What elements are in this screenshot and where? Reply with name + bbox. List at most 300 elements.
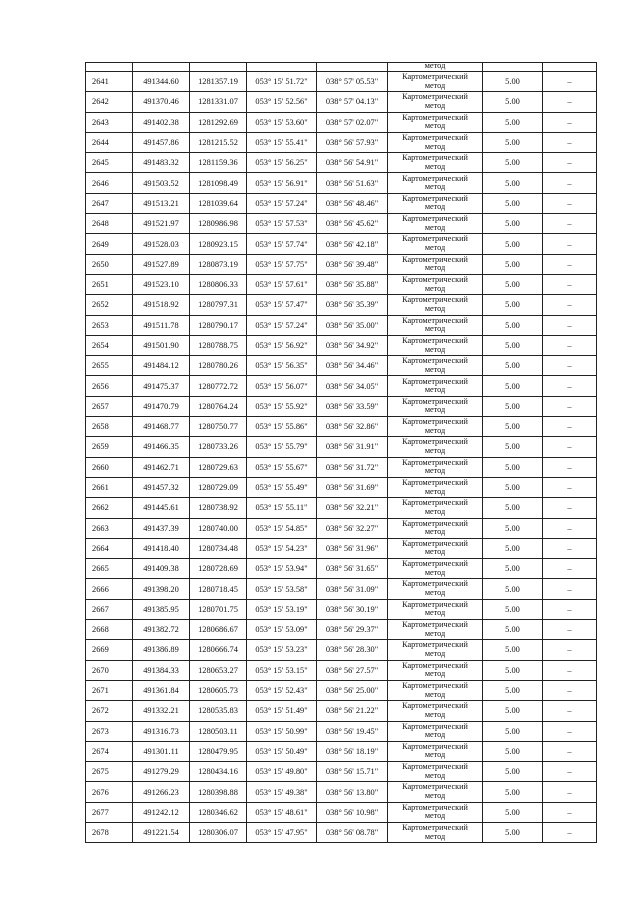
cell-point-number: 2645 (86, 153, 133, 173)
cell-point-number: 2659 (86, 437, 133, 457)
cell-y-coordinate: 1280733.26 (190, 437, 247, 457)
method-line-1: Картометрический (402, 132, 468, 142)
cell-point-number: 2664 (86, 538, 133, 558)
table-row (86, 315, 597, 335)
cell-empty (190, 63, 247, 72)
cell-note: – (543, 254, 597, 274)
method-line-2: метод (424, 486, 446, 496)
cell-longitude: 038° 56' 08.78" (317, 822, 388, 842)
cell-point-number: 2665 (86, 559, 133, 579)
cell-accuracy: 5.00 (483, 274, 543, 294)
cell-longitude: 038° 56' 31.91" (317, 437, 388, 457)
cell-note: – (543, 132, 597, 152)
cell-method (388, 822, 483, 842)
method-line-1: Картометрический (402, 153, 468, 163)
method-line-1: Картометрический (402, 396, 468, 406)
cell-method (388, 701, 483, 721)
method-line-2: метод (424, 425, 446, 435)
cell-accuracy: 5.00 (483, 457, 543, 477)
cell-note: – (543, 538, 597, 558)
cell-x-coordinate: 491266.23 (133, 782, 190, 802)
cell-latitude: 053° 15' 56.91" (247, 173, 317, 193)
cell-accuracy: 5.00 (483, 701, 543, 721)
cell-empty (247, 63, 317, 72)
table-row (86, 579, 597, 599)
table-row (86, 132, 597, 152)
cell-method (388, 254, 483, 274)
table-row (86, 173, 597, 193)
cell-latitude: 053° 15' 53.19" (247, 599, 317, 619)
method-line-2: метод (424, 100, 446, 110)
method-line-1: Картометрический (402, 579, 468, 589)
cell-accuracy: 5.00 (483, 498, 543, 518)
cell-longitude: 038° 56' 48.46" (317, 193, 388, 213)
method-line-2: метод (424, 141, 446, 151)
cell-method (388, 457, 483, 477)
cell-y-coordinate: 1280788.75 (190, 335, 247, 355)
table-row (86, 335, 597, 355)
cell-y-coordinate: 1280740.00 (190, 518, 247, 538)
cell-y-coordinate: 1280772.72 (190, 376, 247, 396)
cell-latitude: 053° 15' 53.15" (247, 660, 317, 680)
table-row (86, 822, 597, 842)
cell-x-coordinate: 491470.79 (133, 396, 190, 416)
cell-latitude: 053° 15' 55.41" (247, 132, 317, 152)
cell-x-coordinate: 491527.89 (133, 254, 190, 274)
cell-latitude: 053° 15' 57.74" (247, 234, 317, 254)
method-line-1: Картометрический (402, 295, 468, 305)
cell-note: – (543, 680, 597, 700)
cell-accuracy: 5.00 (483, 599, 543, 619)
method-line-2: метод (424, 588, 446, 598)
cell-point-number: 2672 (86, 701, 133, 721)
method-line-2: метод (424, 709, 446, 719)
cell-latitude: 053° 15' 53.58" (247, 579, 317, 599)
cell-point-number: 2667 (86, 599, 133, 619)
method-line-1: Картометрический (402, 660, 468, 670)
cell-method (388, 92, 483, 112)
cell-y-coordinate: 1280346.62 (190, 802, 247, 822)
cell-method (388, 721, 483, 741)
cell-latitude: 053° 15' 55.11" (247, 498, 317, 518)
cell-note: – (543, 822, 597, 842)
cell-method (388, 396, 483, 416)
cell-longitude: 038° 56' 33.59" (317, 396, 388, 416)
cell-method-tail (388, 63, 483, 72)
cell-latitude: 053° 15' 56.35" (247, 356, 317, 376)
cell-accuracy: 5.00 (483, 721, 543, 741)
cell-longitude: 038° 56' 13.80" (317, 782, 388, 802)
cell-x-coordinate: 491513.21 (133, 193, 190, 213)
table-row (86, 92, 597, 112)
cell-longitude: 038° 56' 34.46" (317, 356, 388, 376)
cell-note: – (543, 356, 597, 376)
cell-latitude: 053° 15' 56.92" (247, 335, 317, 355)
table-row (86, 477, 597, 497)
cell-y-coordinate: 1280806.33 (190, 274, 247, 294)
method-line-2: метод (424, 324, 446, 334)
table-row (86, 741, 597, 761)
table-row (86, 802, 597, 822)
cell-y-coordinate: 1281215.52 (190, 132, 247, 152)
coordinates-sheet (85, 62, 597, 843)
cell-point-number: 2651 (86, 274, 133, 294)
cell-y-coordinate: 1280729.09 (190, 477, 247, 497)
table-row (86, 234, 597, 254)
cell-y-coordinate: 1280718.45 (190, 579, 247, 599)
cell-x-coordinate: 491384.33 (133, 660, 190, 680)
cell-longitude: 038° 57' 04.13" (317, 92, 388, 112)
cell-accuracy: 5.00 (483, 72, 543, 92)
table-row (86, 254, 597, 274)
cell-note: – (543, 396, 597, 416)
cell-x-coordinate: 491386.89 (133, 640, 190, 660)
table-row (86, 701, 597, 721)
cell-latitude: 053° 15' 48.61" (247, 802, 317, 822)
method-line-2: метод (424, 263, 446, 273)
table-row (86, 680, 597, 700)
cell-point-number: 2641 (86, 72, 133, 92)
cell-empty (86, 63, 133, 72)
cell-point-number: 2670 (86, 660, 133, 680)
cell-accuracy: 5.00 (483, 254, 543, 274)
method-line-1: Картометрический (402, 193, 468, 203)
table-row (86, 214, 597, 234)
cell-y-coordinate: 1280503.11 (190, 721, 247, 741)
cell-latitude: 053° 15' 50.49" (247, 741, 317, 761)
method-line-1: Картометрический (402, 802, 468, 812)
cell-latitude: 053° 15' 53.23" (247, 640, 317, 660)
method-line-2: метод (424, 121, 446, 131)
method-line-2: метод (424, 364, 446, 374)
cell-x-coordinate: 491409.38 (133, 559, 190, 579)
cell-y-coordinate: 1280535.83 (190, 701, 247, 721)
cell-latitude: 053° 15' 57.61" (247, 274, 317, 294)
table-row (86, 417, 597, 437)
method-line-1: Картометрический (402, 335, 468, 345)
cell-accuracy: 5.00 (483, 173, 543, 193)
method-line-2: метод (424, 243, 446, 253)
cell-accuracy: 5.00 (483, 356, 543, 376)
cell-empty (133, 63, 190, 72)
cell-y-coordinate: 1280306.07 (190, 822, 247, 842)
cell-longitude: 038° 56' 28.30" (317, 640, 388, 660)
cell-y-coordinate: 1280729.63 (190, 457, 247, 477)
cell-note: – (543, 762, 597, 782)
cell-note: – (543, 518, 597, 538)
cell-latitude: 053° 15' 50.99" (247, 721, 317, 741)
method-line-1: Картометрический (402, 640, 468, 650)
cell-point-number: 2673 (86, 721, 133, 741)
table-row (86, 153, 597, 173)
cell-point-number: 2666 (86, 579, 133, 599)
cell-accuracy: 5.00 (483, 193, 543, 213)
cell-x-coordinate: 491402.38 (133, 112, 190, 132)
cell-x-coordinate: 491523.10 (133, 274, 190, 294)
method-line-2: метод (424, 791, 446, 801)
cell-y-coordinate: 1280750.77 (190, 417, 247, 437)
cell-note: – (543, 234, 597, 254)
cell-point-number: 2675 (86, 762, 133, 782)
cell-latitude: 053° 15' 57.47" (247, 295, 317, 315)
cell-empty (483, 63, 543, 72)
table-row (86, 295, 597, 315)
cell-empty (317, 63, 388, 72)
cell-method (388, 112, 483, 132)
cell-y-coordinate: 1280686.67 (190, 620, 247, 640)
cell-longitude: 038° 56' 34.92" (317, 335, 388, 355)
cell-note: – (543, 417, 597, 437)
cell-longitude: 038° 57' 05.53" (317, 72, 388, 92)
cell-longitude: 038° 56' 32.21" (317, 498, 388, 518)
cell-latitude: 053° 15' 53.94" (247, 559, 317, 579)
method-line-1: Картометрический (402, 559, 468, 569)
method-line-2: метод (424, 648, 446, 658)
method-line-2: метод (424, 405, 446, 415)
cell-x-coordinate: 491521.97 (133, 214, 190, 234)
method-line-2: метод (424, 750, 446, 760)
cell-method (388, 132, 483, 152)
cell-x-coordinate: 491398.20 (133, 579, 190, 599)
cell-accuracy: 5.00 (483, 376, 543, 396)
cell-longitude: 038° 56' 29.37" (317, 620, 388, 640)
cell-longitude: 038° 56' 42.18" (317, 234, 388, 254)
cell-point-number: 2663 (86, 518, 133, 538)
continued-row (86, 63, 597, 72)
cell-x-coordinate: 491466.35 (133, 437, 190, 457)
cell-accuracy: 5.00 (483, 620, 543, 640)
cell-latitude: 053° 15' 55.49" (247, 477, 317, 497)
cell-x-coordinate: 491279.29 (133, 762, 190, 782)
table-row (86, 721, 597, 741)
cell-latitude: 053° 15' 57.24" (247, 315, 317, 335)
cell-latitude: 053° 15' 54.85" (247, 518, 317, 538)
cell-accuracy: 5.00 (483, 782, 543, 802)
cell-longitude: 038° 56' 32.27" (317, 518, 388, 538)
cell-y-coordinate: 1280923.15 (190, 234, 247, 254)
cell-accuracy: 5.00 (483, 660, 543, 680)
method-line-1: Картометрический (402, 417, 468, 427)
method-line-1: Картометрический (402, 680, 468, 690)
cell-accuracy: 5.00 (483, 518, 543, 538)
cell-note: – (543, 214, 597, 234)
method-line-1: Картометрический (402, 92, 468, 102)
method-line-2: метод (424, 80, 446, 90)
cell-x-coordinate: 491511.78 (133, 315, 190, 335)
cell-method (388, 518, 483, 538)
cell-y-coordinate: 1280653.27 (190, 660, 247, 680)
cell-accuracy: 5.00 (483, 822, 543, 842)
cell-longitude: 038° 56' 45.62" (317, 214, 388, 234)
cell-latitude: 053° 15' 56.07" (247, 376, 317, 396)
cell-note: – (543, 173, 597, 193)
cell-method (388, 356, 483, 376)
cell-longitude: 038° 56' 57.93" (317, 132, 388, 152)
cell-y-coordinate: 1281098.49 (190, 173, 247, 193)
table-row (86, 437, 597, 457)
method-line-1: Картометрический (402, 214, 468, 224)
cell-method (388, 599, 483, 619)
cell-accuracy: 5.00 (483, 132, 543, 152)
cell-method (388, 295, 483, 315)
table-row (86, 660, 597, 680)
method-line-1: Картометрический (402, 315, 468, 325)
cell-longitude: 038° 56' 31.69" (317, 477, 388, 497)
cell-note: – (543, 112, 597, 132)
cell-note: – (543, 477, 597, 497)
cell-method (388, 72, 483, 92)
cell-accuracy: 5.00 (483, 315, 543, 335)
cell-note: – (543, 457, 597, 477)
method-line-2: метод (424, 506, 446, 516)
cell-latitude: 053° 15' 54.23" (247, 538, 317, 558)
method-line-1: Картометрический (402, 254, 468, 264)
cell-point-number: 2677 (86, 802, 133, 822)
cell-method (388, 477, 483, 497)
cell-note: – (543, 660, 597, 680)
cell-accuracy: 5.00 (483, 112, 543, 132)
cell-note: – (543, 741, 597, 761)
cell-method (388, 620, 483, 640)
cell-method (388, 173, 483, 193)
cell-note: – (543, 315, 597, 335)
cell-y-coordinate: 1281331.07 (190, 92, 247, 112)
cell-y-coordinate: 1280986.98 (190, 214, 247, 234)
cell-method (388, 782, 483, 802)
table-row (86, 193, 597, 213)
cell-x-coordinate: 491457.86 (133, 132, 190, 152)
table-row (86, 112, 597, 132)
method-line-2: метод (424, 161, 446, 171)
cell-longitude: 038° 56' 51.63" (317, 173, 388, 193)
cell-note: – (543, 274, 597, 294)
method-line-2: метод (424, 466, 446, 476)
method-line-2: метод (424, 385, 446, 395)
cell-y-coordinate: 1280728.69 (190, 559, 247, 579)
cell-x-coordinate: 491385.95 (133, 599, 190, 619)
cell-note: – (543, 92, 597, 112)
cell-latitude: 053° 15' 55.67" (247, 457, 317, 477)
cell-note: – (543, 701, 597, 721)
cell-method (388, 153, 483, 173)
cell-longitude: 038° 56' 34.05" (317, 376, 388, 396)
cell-latitude: 053° 15' 57.75" (247, 254, 317, 274)
cell-point-number: 2668 (86, 620, 133, 640)
cell-latitude: 053° 15' 57.53" (247, 214, 317, 234)
cell-point-number: 2661 (86, 477, 133, 497)
method-line-2: метод (424, 344, 446, 354)
cell-point-number: 2658 (86, 417, 133, 437)
table-row (86, 498, 597, 518)
method-tail-text: метод (424, 62, 446, 70)
cell-x-coordinate: 491361.84 (133, 680, 190, 700)
cell-longitude: 038° 56' 31.09" (317, 579, 388, 599)
cell-latitude: 053° 15' 49.38" (247, 782, 317, 802)
cell-longitude: 038° 56' 54.91" (317, 153, 388, 173)
cell-x-coordinate: 491344.60 (133, 72, 190, 92)
cell-latitude: 053° 15' 55.79" (247, 437, 317, 457)
cell-y-coordinate: 1281159.36 (190, 153, 247, 173)
cell-y-coordinate: 1280434.16 (190, 762, 247, 782)
cell-method (388, 538, 483, 558)
table-row (86, 599, 597, 619)
cell-method (388, 660, 483, 680)
table-row (86, 782, 597, 802)
cell-longitude: 038° 56' 27.57" (317, 660, 388, 680)
cell-x-coordinate: 491475.37 (133, 376, 190, 396)
method-line-2: метод (424, 608, 446, 618)
table-row (86, 356, 597, 376)
method-line-1: Картометрический (402, 457, 468, 467)
method-line-2: метод (424, 182, 446, 192)
cell-note: – (543, 782, 597, 802)
cell-accuracy: 5.00 (483, 477, 543, 497)
cell-latitude: 053° 15' 55.86" (247, 417, 317, 437)
cell-y-coordinate: 1280738.92 (190, 498, 247, 518)
cell-longitude: 038° 56' 15.71" (317, 762, 388, 782)
cell-method (388, 417, 483, 437)
cell-note: – (543, 640, 597, 660)
cell-y-coordinate: 1280873.19 (190, 254, 247, 274)
cell-y-coordinate: 1280666.74 (190, 640, 247, 660)
cell-latitude: 053° 15' 55.92" (247, 396, 317, 416)
cell-x-coordinate: 491445.61 (133, 498, 190, 518)
cell-y-coordinate: 1280479.95 (190, 741, 247, 761)
cell-x-coordinate: 491501.90 (133, 335, 190, 355)
cell-method (388, 335, 483, 355)
cell-accuracy: 5.00 (483, 538, 543, 558)
cell-point-number: 2649 (86, 234, 133, 254)
cell-x-coordinate: 491528.03 (133, 234, 190, 254)
table-body (86, 63, 597, 843)
method-line-1: Картометрический (402, 173, 468, 183)
method-line-2: метод (424, 527, 446, 537)
cell-y-coordinate: 1280790.17 (190, 315, 247, 335)
method-line-1: Картометрический (402, 437, 468, 447)
cell-longitude: 038° 56' 18.19" (317, 741, 388, 761)
method-line-1: Картометрический (402, 538, 468, 548)
cell-latitude: 053° 15' 52.43" (247, 680, 317, 700)
cell-method (388, 802, 483, 822)
cell-point-number: 2646 (86, 173, 133, 193)
cell-latitude: 053° 15' 53.60" (247, 112, 317, 132)
cell-note: – (543, 193, 597, 213)
cell-latitude: 053° 15' 56.25" (247, 153, 317, 173)
cell-y-coordinate: 1280701.75 (190, 599, 247, 619)
method-line-1: Картометрический (402, 356, 468, 366)
method-line-2: метод (424, 628, 446, 638)
cell-method (388, 498, 483, 518)
cell-method (388, 680, 483, 700)
cell-note: – (543, 376, 597, 396)
cell-x-coordinate: 491418.40 (133, 538, 190, 558)
cell-y-coordinate: 1280780.26 (190, 356, 247, 376)
cell-y-coordinate: 1281292.69 (190, 112, 247, 132)
cell-y-coordinate: 1280605.73 (190, 680, 247, 700)
cell-x-coordinate: 491332.21 (133, 701, 190, 721)
cell-latitude: 053° 15' 53.09" (247, 620, 317, 640)
cell-note: – (543, 599, 597, 619)
cell-note: – (543, 437, 597, 457)
cell-note: – (543, 620, 597, 640)
cell-method (388, 640, 483, 660)
cell-latitude: 053° 15' 57.24" (247, 193, 317, 213)
cell-method (388, 234, 483, 254)
method-line-1: Картометрический (402, 741, 468, 751)
cell-method (388, 559, 483, 579)
cell-longitude: 038° 56' 31.72" (317, 457, 388, 477)
table-row (86, 559, 597, 579)
